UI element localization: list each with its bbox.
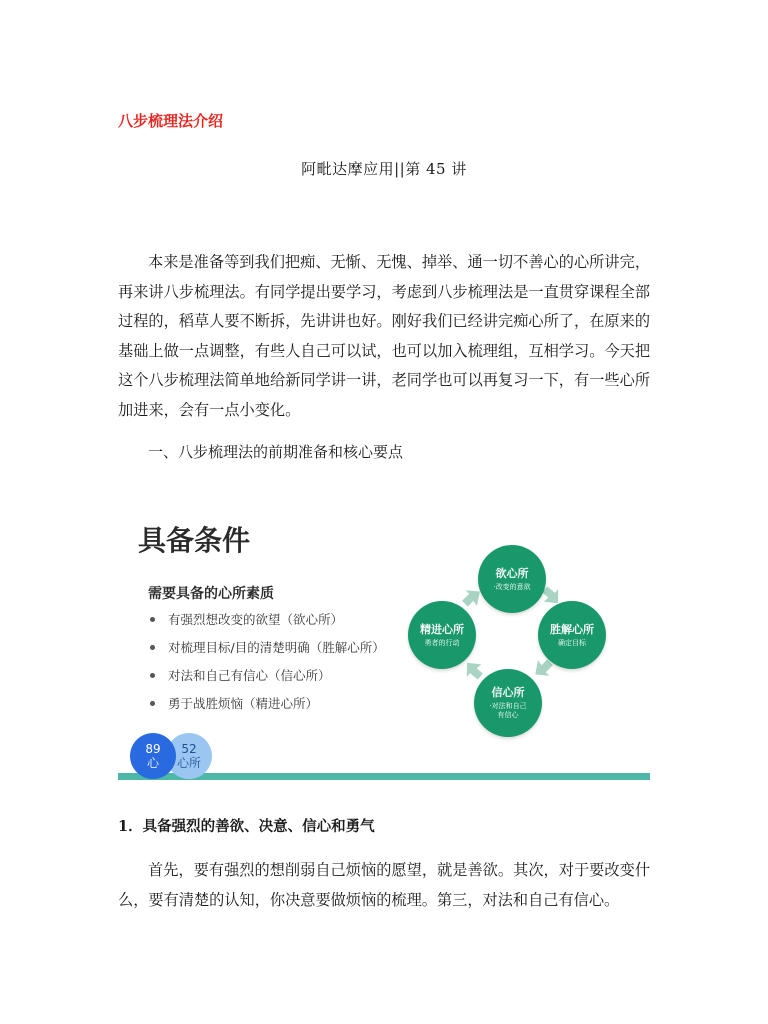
document-title: 八步梳理法介绍 xyxy=(118,112,224,130)
cycle-node-title: 胜解心所 xyxy=(550,622,594,636)
list-item: 对梳理目标/目的清楚明确（胜解心所） xyxy=(148,637,385,665)
point-heading: 1．具备强烈的善欲、决意、信心和勇气 xyxy=(118,818,375,835)
cycle-node-title: 信心所 xyxy=(491,686,525,699)
cycle-node-faith xyxy=(474,669,542,737)
lecture-subtitle: 阿毗达摩应用||第 45 讲 xyxy=(301,160,467,178)
intro-paragraph xyxy=(118,248,650,425)
cycle-node-title: 精进心所 xyxy=(420,622,464,636)
cycle-node-decision xyxy=(538,601,606,669)
badge-label: 心 xyxy=(146,756,159,770)
qualities-list xyxy=(148,609,385,721)
cycle-node-desc: ·对法和自己有信心 xyxy=(489,702,527,719)
cycle-node-desc: 勇者的行动 xyxy=(424,638,460,647)
point-paragraph xyxy=(118,856,650,915)
badge-number: 89 xyxy=(145,742,161,756)
point-paragraph-text: 首先，要有强烈的想削弱自己烦恼的愿望，就是善欲。其次，对于要改变什么，要有清楚的认知，你决意要做烦恼的梳理。第三，对法和自己有信心。 xyxy=(118,861,650,909)
badge-89-minds xyxy=(130,733,176,779)
slide-subtitle: 需要具备的心所素质 xyxy=(148,586,274,602)
cycle-node-title: 欲心所 xyxy=(495,566,529,580)
section-heading: 一、八步梳理法的前期准备和核心要点 xyxy=(148,443,404,461)
cycle-node-desc: 确定目标 xyxy=(558,638,586,647)
badge-label: 心所 xyxy=(176,756,201,770)
badge-number: 52 xyxy=(181,742,197,756)
list-item: 勇于战胜烦恼（精进心所） xyxy=(148,693,385,721)
cycle-node-desire xyxy=(478,545,546,613)
intro-paragraph-text: 本来是准备等到我们把痴、无惭、无愧、掉举、通一切不善心的心所讲完，再来讲八步梳理法。有同学提出要学习，考虑到八步梳理法是一直贯穿课程全部过程的，稻草人要不断拆，先讲讲也好。刚好我们已经讲完痴心所了，在原来的基础上做一点调整，有些人自己可以试，也可以加入梳理组，互相学习。今天把这个八步梳理法简单地给新同学讲一讲，老同学也可以再复习一下，有一些心所加进来，会有一点小变化。 xyxy=(118,253,650,419)
list-item: 有强烈想改变的欲望（欲心所） xyxy=(148,609,385,637)
slide-title: 具备条件 xyxy=(138,524,251,557)
arrow-left-up-icon xyxy=(463,659,485,681)
cycle-node-desc: ·改变的意欲 xyxy=(493,582,531,591)
list-item: 对法和自己有信心（信心所） xyxy=(148,665,385,693)
cycle-node-effort xyxy=(408,601,476,669)
slide-figure xyxy=(118,505,650,782)
